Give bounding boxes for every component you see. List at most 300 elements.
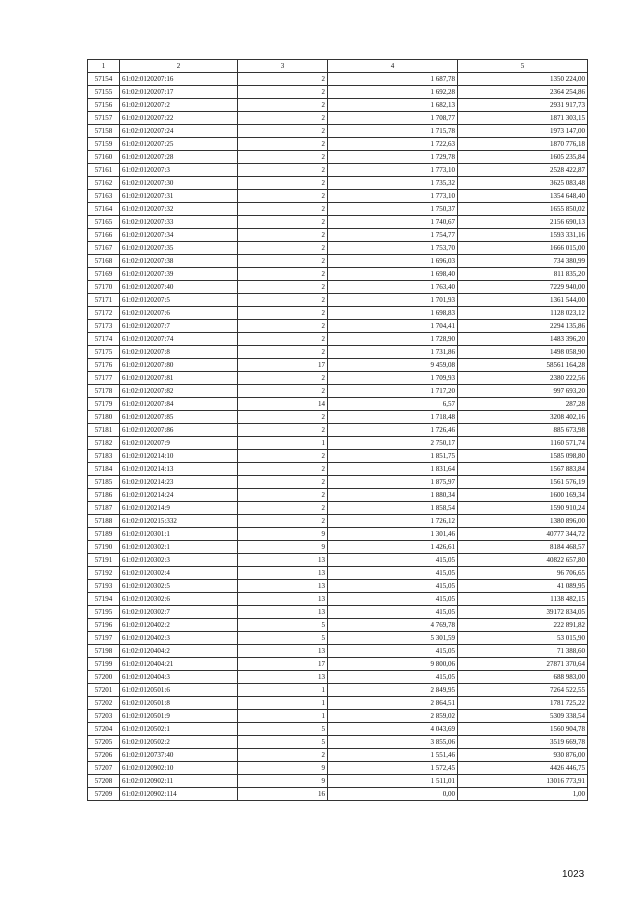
unit-value-cell: 1 880,34 xyxy=(328,489,458,502)
cadastral-value-cell: 734 380,99 xyxy=(458,255,588,268)
row-number-cell: 57203 xyxy=(88,710,120,723)
cadastral-value-cell: 2294 135,86 xyxy=(458,320,588,333)
cadastral-value-cell: 885 673,98 xyxy=(458,424,588,437)
row-number-cell: 57160 xyxy=(88,151,120,164)
row-number-cell: 57178 xyxy=(88,385,120,398)
cadastral-value-cell: 1,00 xyxy=(458,788,588,801)
unit-value-cell: 415,05 xyxy=(328,645,458,658)
unit-value-cell: 1 735,32 xyxy=(328,177,458,190)
cadastral-number-cell: 61:02:0120302:4 xyxy=(120,567,238,580)
unit-value-cell: 1 763,40 xyxy=(328,281,458,294)
cadastral-value-cell: 287,28 xyxy=(458,398,588,411)
table-row xyxy=(88,255,588,268)
unit-value-cell: 1 773,10 xyxy=(328,190,458,203)
table-row xyxy=(88,242,588,255)
unit-value-cell: 1 692,28 xyxy=(328,86,458,99)
group-code-cell: 2 xyxy=(238,255,328,268)
cadastral-value-cell: 1561 576,19 xyxy=(458,476,588,489)
cadastral-value-cell: 1973 147,00 xyxy=(458,125,588,138)
cadastral-value-cell: 27871 370,64 xyxy=(458,658,588,671)
cadastral-number-cell: 61:02:0120214:23 xyxy=(120,476,238,489)
cadastral-value-cell: 1128 023,12 xyxy=(458,307,588,320)
row-number-cell: 57170 xyxy=(88,281,120,294)
cadastral-value-cell: 1655 850,02 xyxy=(458,203,588,216)
group-code-cell: 9 xyxy=(238,775,328,788)
column-header-4: 4 xyxy=(328,60,458,73)
table-row xyxy=(88,203,588,216)
group-code-cell: 2 xyxy=(238,333,328,346)
cadastral-number-cell: 61:02:0120207:16 xyxy=(120,73,238,86)
group-code-cell: 2 xyxy=(238,476,328,489)
table-row xyxy=(88,424,588,437)
cadastral-number-cell: 61:02:0120501:6 xyxy=(120,684,238,697)
table-row xyxy=(88,268,588,281)
row-number-cell: 57200 xyxy=(88,671,120,684)
table-row xyxy=(88,645,588,658)
group-code-cell: 2 xyxy=(238,749,328,762)
group-code-cell: 9 xyxy=(238,762,328,775)
row-number-cell: 57190 xyxy=(88,541,120,554)
cadastral-value-cell: 96 706,65 xyxy=(458,567,588,580)
cadastral-value-cell: 930 876,00 xyxy=(458,749,588,762)
table-row xyxy=(88,125,588,138)
cadastral-number-cell: 61:02:0120501:9 xyxy=(120,710,238,723)
table-row xyxy=(88,164,588,177)
cadastral-value-cell: 688 983,00 xyxy=(458,671,588,684)
group-code-cell: 2 xyxy=(238,463,328,476)
cadastral-number-cell: 61:02:0120302:6 xyxy=(120,593,238,606)
table-row xyxy=(88,359,588,372)
table-row xyxy=(88,346,588,359)
cadastral-number-cell: 61:02:0120402:2 xyxy=(120,619,238,632)
table-body xyxy=(88,73,588,801)
row-number-cell: 57180 xyxy=(88,411,120,424)
unit-value-cell: 9 800,06 xyxy=(328,658,458,671)
unit-value-cell: 2 864,51 xyxy=(328,697,458,710)
cadastral-number-cell: 61:02:0120207:24 xyxy=(120,125,238,138)
table-row xyxy=(88,749,588,762)
group-code-cell: 5 xyxy=(238,632,328,645)
group-code-cell: 2 xyxy=(238,86,328,99)
cadastral-number-cell: 61:02:0120207:8 xyxy=(120,346,238,359)
cadastral-value-cell: 1354 648,40 xyxy=(458,190,588,203)
unit-value-cell: 415,05 xyxy=(328,593,458,606)
group-code-cell: 2 xyxy=(238,229,328,242)
header-row xyxy=(88,60,588,73)
group-code-cell: 2 xyxy=(238,281,328,294)
cadastral-value-cell: 8184 468,57 xyxy=(458,541,588,554)
row-number-cell: 57161 xyxy=(88,164,120,177)
table-row xyxy=(88,541,588,554)
table-row xyxy=(88,515,588,528)
cadastral-number-cell: 61:02:0120207:86 xyxy=(120,424,238,437)
cadastral-value-cell: 222 891,82 xyxy=(458,619,588,632)
column-header-1: 1 xyxy=(88,60,120,73)
row-number-cell: 57184 xyxy=(88,463,120,476)
row-number-cell: 57162 xyxy=(88,177,120,190)
cadastral-number-cell: 61:02:0120402:3 xyxy=(120,632,238,645)
cadastral-value-cell: 2364 254,86 xyxy=(458,86,588,99)
unit-value-cell: 1 731,86 xyxy=(328,346,458,359)
group-code-cell: 2 xyxy=(238,112,328,125)
group-code-cell: 2 xyxy=(238,151,328,164)
cadastral-value-cell: 1498 058,90 xyxy=(458,346,588,359)
cadastral-value-cell: 58561 164,28 xyxy=(458,359,588,372)
table-row xyxy=(88,684,588,697)
group-code-cell: 13 xyxy=(238,645,328,658)
row-number-cell: 57204 xyxy=(88,723,120,736)
unit-value-cell: 1 773,10 xyxy=(328,164,458,177)
cadastral-value-cell: 71 388,60 xyxy=(458,645,588,658)
row-number-cell: 57165 xyxy=(88,216,120,229)
cadastral-number-cell: 61:02:0120207:17 xyxy=(120,86,238,99)
unit-value-cell: 1 722,63 xyxy=(328,138,458,151)
cadastral-value-cell: 1605 235,84 xyxy=(458,151,588,164)
table-row xyxy=(88,528,588,541)
table-row xyxy=(88,593,588,606)
cadastral-number-cell: 61:02:0120207:40 xyxy=(120,281,238,294)
column-header-2: 2 xyxy=(120,60,238,73)
table-row xyxy=(88,411,588,424)
group-code-cell: 2 xyxy=(238,177,328,190)
cadastral-value-cell: 7264 522,55 xyxy=(458,684,588,697)
cadastral-number-cell: 61:02:0120502:2 xyxy=(120,736,238,749)
cadastral-number-cell: 61:02:0120207:7 xyxy=(120,320,238,333)
row-number-cell: 57167 xyxy=(88,242,120,255)
table-row xyxy=(88,99,588,112)
group-code-cell: 1 xyxy=(238,697,328,710)
row-number-cell: 57168 xyxy=(88,255,120,268)
page-number: 1023 xyxy=(562,869,585,880)
cadastral-number-cell: 61:02:0120207:82 xyxy=(120,385,238,398)
cadastral-value-cell: 1590 910,24 xyxy=(458,502,588,515)
row-number-cell: 57208 xyxy=(88,775,120,788)
row-number-cell: 57186 xyxy=(88,489,120,502)
cadastral-value-cell: 2380 222,56 xyxy=(458,372,588,385)
group-code-cell: 1 xyxy=(238,437,328,450)
row-number-cell: 57156 xyxy=(88,99,120,112)
table-row xyxy=(88,450,588,463)
unit-value-cell: 415,05 xyxy=(328,554,458,567)
unit-value-cell: 415,05 xyxy=(328,580,458,593)
unit-value-cell: 1 726,46 xyxy=(328,424,458,437)
group-code-cell: 16 xyxy=(238,788,328,801)
cadastral-number-cell: 61:02:0120207:85 xyxy=(120,411,238,424)
cadastral-value-cell: 1781 725,22 xyxy=(458,697,588,710)
group-code-cell: 2 xyxy=(238,190,328,203)
cadastral-value-cell: 1870 776,18 xyxy=(458,138,588,151)
cadastral-number-cell: 61:02:0120501:8 xyxy=(120,697,238,710)
unit-value-cell: 6,57 xyxy=(328,398,458,411)
table-row xyxy=(88,229,588,242)
unit-value-cell: 1 704,41 xyxy=(328,320,458,333)
row-number-cell: 57174 xyxy=(88,333,120,346)
group-code-cell: 2 xyxy=(238,268,328,281)
table-row xyxy=(88,307,588,320)
cadastral-value-cell: 2931 917,73 xyxy=(458,99,588,112)
cadastral-value-cell: 4426 446,75 xyxy=(458,762,588,775)
cadastral-value-cell: 7229 940,00 xyxy=(458,281,588,294)
group-code-cell: 13 xyxy=(238,554,328,567)
cadastral-number-cell: 61:02:0120207:28 xyxy=(120,151,238,164)
unit-value-cell: 1 851,75 xyxy=(328,450,458,463)
group-code-cell: 2 xyxy=(238,346,328,359)
group-code-cell: 5 xyxy=(238,619,328,632)
cadastral-number-cell: 61:02:0120214:9 xyxy=(120,502,238,515)
group-code-cell: 13 xyxy=(238,671,328,684)
unit-value-cell: 1 875,97 xyxy=(328,476,458,489)
row-number-cell: 57205 xyxy=(88,736,120,749)
table-row xyxy=(88,476,588,489)
group-code-cell: 2 xyxy=(238,203,328,216)
cadastral-number-cell: 61:02:0120215:332 xyxy=(120,515,238,528)
row-number-cell: 57197 xyxy=(88,632,120,645)
group-code-cell: 2 xyxy=(238,125,328,138)
cadastral-value-cell: 3208 402,16 xyxy=(458,411,588,424)
cadastral-number-cell: 61:02:0120404:2 xyxy=(120,645,238,658)
unit-value-cell: 1 301,46 xyxy=(328,528,458,541)
table-row xyxy=(88,697,588,710)
cadastral-number-cell: 61:02:0120214:13 xyxy=(120,463,238,476)
table-row xyxy=(88,567,588,580)
unit-value-cell: 1 717,20 xyxy=(328,385,458,398)
group-code-cell: 2 xyxy=(238,99,328,112)
table-row xyxy=(88,619,588,632)
cadastral-number-cell: 61:02:0120902:10 xyxy=(120,762,238,775)
table-row xyxy=(88,723,588,736)
group-code-cell: 2 xyxy=(238,242,328,255)
cadastral-number-cell: 61:02:0120404:3 xyxy=(120,671,238,684)
table-row xyxy=(88,762,588,775)
cadastral-number-cell: 61:02:0120207:81 xyxy=(120,372,238,385)
row-number-cell: 57187 xyxy=(88,502,120,515)
table-row xyxy=(88,86,588,99)
cadastral-value-cell: 5309 338,54 xyxy=(458,710,588,723)
row-number-cell: 57166 xyxy=(88,229,120,242)
unit-value-cell: 1 740,67 xyxy=(328,216,458,229)
cadastral-number-cell: 61:02:0120404:21 xyxy=(120,658,238,671)
table-row xyxy=(88,710,588,723)
group-code-cell: 2 xyxy=(238,216,328,229)
group-code-cell: 5 xyxy=(238,723,328,736)
table-row xyxy=(88,463,588,476)
table-row xyxy=(88,281,588,294)
group-code-cell: 2 xyxy=(238,502,328,515)
unit-value-cell: 1 426,61 xyxy=(328,541,458,554)
row-number-cell: 57198 xyxy=(88,645,120,658)
cadastral-number-cell: 61:02:0120502:1 xyxy=(120,723,238,736)
table-row xyxy=(88,216,588,229)
table-row xyxy=(88,294,588,307)
cadastral-number-cell: 61:02:0120207:74 xyxy=(120,333,238,346)
group-code-cell: 17 xyxy=(238,658,328,671)
cadastral-value-cell: 1666 015,00 xyxy=(458,242,588,255)
unit-value-cell: 1 708,77 xyxy=(328,112,458,125)
row-number-cell: 57207 xyxy=(88,762,120,775)
cadastral-number-cell: 61:02:0120207:32 xyxy=(120,203,238,216)
group-code-cell: 9 xyxy=(238,528,328,541)
cadastral-number-cell: 61:02:0120214:24 xyxy=(120,489,238,502)
data-table xyxy=(87,59,588,801)
unit-value-cell: 1 698,40 xyxy=(328,268,458,281)
unit-value-cell: 1 709,93 xyxy=(328,372,458,385)
table-row xyxy=(88,580,588,593)
group-code-cell: 2 xyxy=(238,307,328,320)
unit-value-cell: 4 043,69 xyxy=(328,723,458,736)
row-number-cell: 57183 xyxy=(88,450,120,463)
cadastral-number-cell: 61:02:0120207:6 xyxy=(120,307,238,320)
group-code-cell: 2 xyxy=(238,450,328,463)
table-row xyxy=(88,788,588,801)
cadastral-number-cell: 61:02:0120207:22 xyxy=(120,112,238,125)
row-number-cell: 57192 xyxy=(88,567,120,580)
cadastral-value-cell: 3625 083,48 xyxy=(458,177,588,190)
group-code-cell: 13 xyxy=(238,593,328,606)
row-number-cell: 57196 xyxy=(88,619,120,632)
unit-value-cell: 1 698,83 xyxy=(328,307,458,320)
row-number-cell: 57202 xyxy=(88,697,120,710)
cadastral-value-cell: 1567 883,84 xyxy=(458,463,588,476)
row-number-cell: 57182 xyxy=(88,437,120,450)
row-number-cell: 57169 xyxy=(88,268,120,281)
group-code-cell: 2 xyxy=(238,294,328,307)
cadastral-value-cell: 1361 544,00 xyxy=(458,294,588,307)
group-code-cell: 1 xyxy=(238,710,328,723)
table-row xyxy=(88,372,588,385)
cadastral-number-cell: 61:02:0120207:30 xyxy=(120,177,238,190)
row-number-cell: 57164 xyxy=(88,203,120,216)
table-row xyxy=(88,190,588,203)
row-number-cell: 57193 xyxy=(88,580,120,593)
cadastral-value-cell: 1585 098,80 xyxy=(458,450,588,463)
unit-value-cell: 9 459,08 xyxy=(328,359,458,372)
cadastral-number-cell: 61:02:0120214:10 xyxy=(120,450,238,463)
cadastral-value-cell: 1600 169,34 xyxy=(458,489,588,502)
cadastral-number-cell: 61:02:0120207:31 xyxy=(120,190,238,203)
row-number-cell: 57179 xyxy=(88,398,120,411)
row-number-cell: 57191 xyxy=(88,554,120,567)
row-number-cell: 57163 xyxy=(88,190,120,203)
row-number-cell: 57157 xyxy=(88,112,120,125)
table-row xyxy=(88,606,588,619)
group-code-cell: 2 xyxy=(238,424,328,437)
unit-value-cell: 415,05 xyxy=(328,567,458,580)
unit-value-cell: 1 696,03 xyxy=(328,255,458,268)
unit-value-cell: 1 831,64 xyxy=(328,463,458,476)
table-row xyxy=(88,671,588,684)
unit-value-cell: 1 551,46 xyxy=(328,749,458,762)
row-number-cell: 57154 xyxy=(88,73,120,86)
table-row xyxy=(88,554,588,567)
table-row xyxy=(88,489,588,502)
row-number-cell: 57155 xyxy=(88,86,120,99)
cadastral-number-cell: 61:02:0120207:5 xyxy=(120,294,238,307)
table-row xyxy=(88,73,588,86)
table-row xyxy=(88,775,588,788)
cadastral-number-cell: 61:02:0120207:2 xyxy=(120,99,238,112)
row-number-cell: 57173 xyxy=(88,320,120,333)
cadastral-value-cell: 1138 482,15 xyxy=(458,593,588,606)
unit-value-cell: 1 687,78 xyxy=(328,73,458,86)
cadastral-number-cell: 61:02:0120207:9 xyxy=(120,437,238,450)
group-code-cell: 2 xyxy=(238,320,328,333)
row-number-cell: 57209 xyxy=(88,788,120,801)
cadastral-value-cell: 1871 303,15 xyxy=(458,112,588,125)
cadastral-number-cell: 61:02:0120902:114 xyxy=(120,788,238,801)
cadastral-value-cell: 39172 834,05 xyxy=(458,606,588,619)
cadastral-value-cell: 811 835,20 xyxy=(458,268,588,281)
table-row xyxy=(88,320,588,333)
cadastral-number-cell: 61:02:0120902:11 xyxy=(120,775,238,788)
unit-value-cell: 1 572,45 xyxy=(328,762,458,775)
row-number-cell: 57175 xyxy=(88,346,120,359)
cadastral-number-cell: 61:02:0120207:84 xyxy=(120,398,238,411)
cadastral-value-cell: 40777 344,72 xyxy=(458,528,588,541)
cadastral-number-cell: 61:02:0120302:3 xyxy=(120,554,238,567)
group-code-cell: 2 xyxy=(238,411,328,424)
group-code-cell: 2 xyxy=(238,138,328,151)
group-code-cell: 2 xyxy=(238,372,328,385)
unit-value-cell: 2 859,02 xyxy=(328,710,458,723)
table-row xyxy=(88,138,588,151)
unit-value-cell: 1 754,77 xyxy=(328,229,458,242)
table-row xyxy=(88,632,588,645)
row-number-cell: 57194 xyxy=(88,593,120,606)
row-number-cell: 57189 xyxy=(88,528,120,541)
cadastral-number-cell: 61:02:0120302:7 xyxy=(120,606,238,619)
table-row xyxy=(88,385,588,398)
cadastral-number-cell: 61:02:0120207:80 xyxy=(120,359,238,372)
cadastral-number-cell: 61:02:0120207:3 xyxy=(120,164,238,177)
unit-value-cell: 1 718,48 xyxy=(328,411,458,424)
group-code-cell: 2 xyxy=(238,73,328,86)
unit-value-cell: 3 855,06 xyxy=(328,736,458,749)
unit-value-cell: 1 753,70 xyxy=(328,242,458,255)
unit-value-cell: 0,00 xyxy=(328,788,458,801)
group-code-cell: 2 xyxy=(238,385,328,398)
cadastral-value-cell: 1160 571,74 xyxy=(458,437,588,450)
cadastral-value-cell: 3519 669,78 xyxy=(458,736,588,749)
cadastral-number-cell: 61:02:0120302:5 xyxy=(120,580,238,593)
column-header-5: 5 xyxy=(458,60,588,73)
row-number-cell: 57177 xyxy=(88,372,120,385)
group-code-cell: 5 xyxy=(238,736,328,749)
cadastral-number-cell: 61:02:0120737:40 xyxy=(120,749,238,762)
cadastral-value-cell: 40822 657,80 xyxy=(458,554,588,567)
row-number-cell: 57185 xyxy=(88,476,120,489)
cadastral-value-cell: 53 015,90 xyxy=(458,632,588,645)
unit-value-cell: 1 750,37 xyxy=(328,203,458,216)
group-code-cell: 13 xyxy=(238,606,328,619)
row-number-cell: 57176 xyxy=(88,359,120,372)
unit-value-cell: 415,05 xyxy=(328,606,458,619)
cadastral-number-cell: 61:02:0120302:1 xyxy=(120,541,238,554)
row-number-cell: 57181 xyxy=(88,424,120,437)
unit-value-cell: 2 750,17 xyxy=(328,437,458,450)
cadastral-value-cell: 997 693,20 xyxy=(458,385,588,398)
unit-value-cell: 2 849,95 xyxy=(328,684,458,697)
row-number-cell: 57171 xyxy=(88,294,120,307)
group-code-cell: 1 xyxy=(238,684,328,697)
cadastral-value-cell: 1380 896,00 xyxy=(458,515,588,528)
cadastral-value-cell: 1560 904,78 xyxy=(458,723,588,736)
cadastral-number-cell: 61:02:0120207:33 xyxy=(120,216,238,229)
unit-value-cell: 1 511,01 xyxy=(328,775,458,788)
cadastral-number-cell: 61:02:0120207:35 xyxy=(120,242,238,255)
group-code-cell: 17 xyxy=(238,359,328,372)
row-number-cell: 57201 xyxy=(88,684,120,697)
group-code-cell: 2 xyxy=(238,164,328,177)
